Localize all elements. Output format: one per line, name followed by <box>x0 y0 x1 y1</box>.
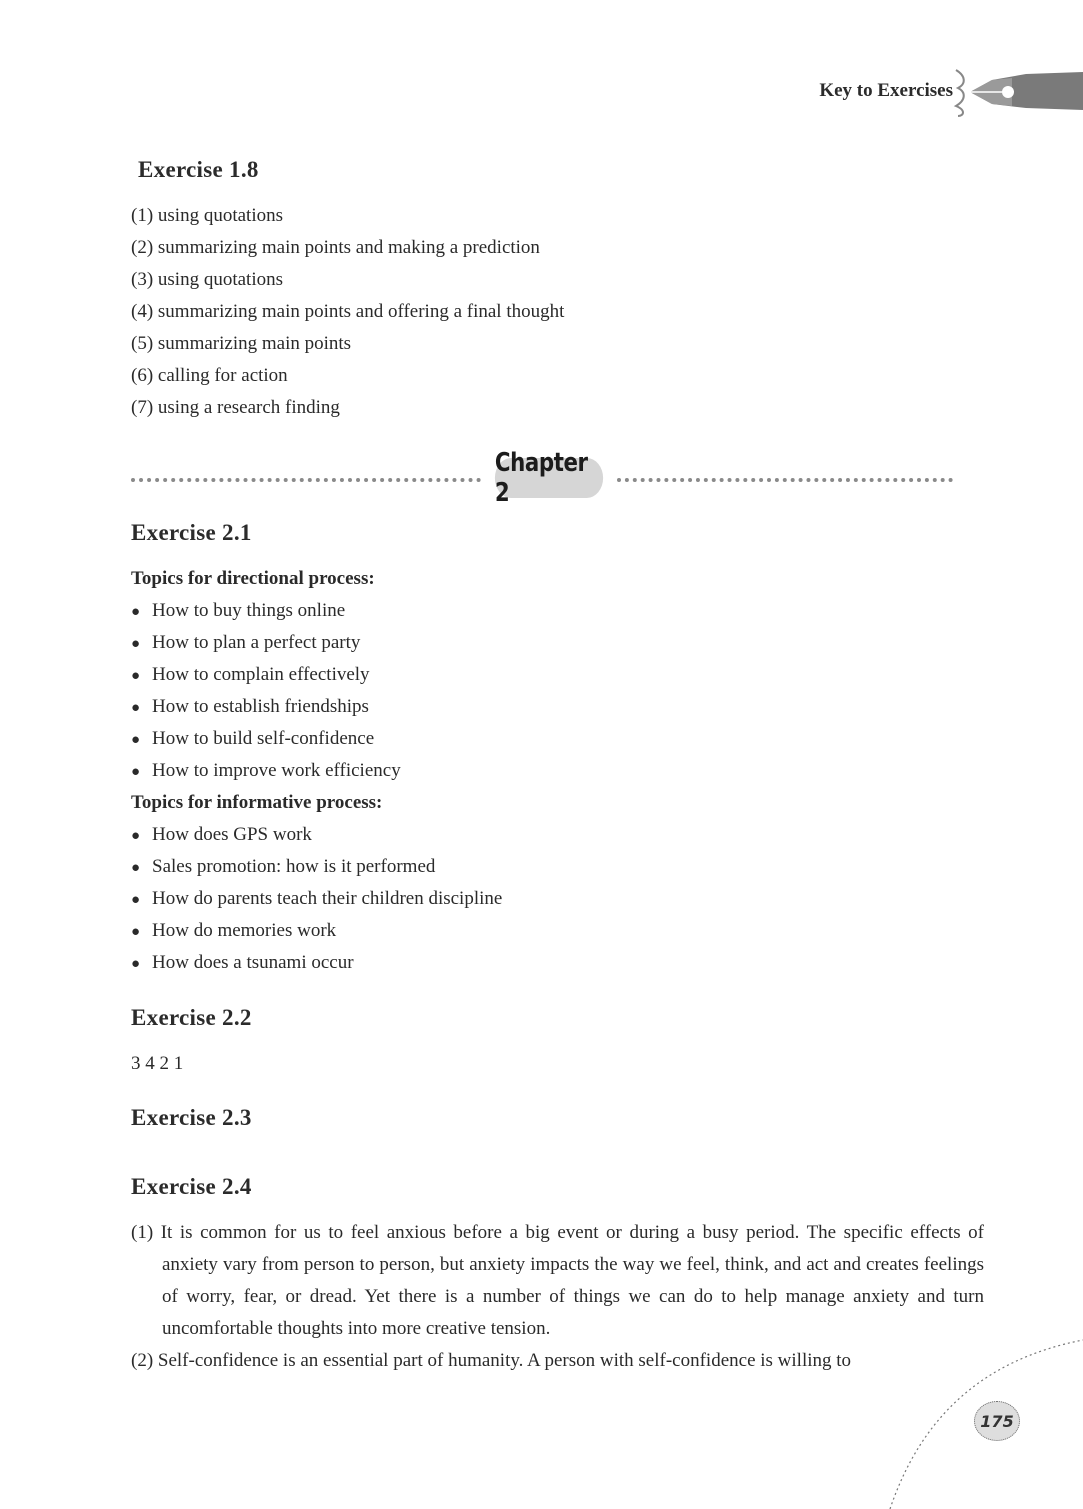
bullet-icon: ● <box>131 924 141 940</box>
list-item: ● How to build self-confidence <box>131 723 374 756</box>
directional-topics-heading: Topics for directional process: <box>131 568 375 589</box>
exercise-2-1-heading: Exercise 2.1 <box>131 520 252 545</box>
list-item: ● How does GPS work <box>131 819 312 852</box>
bullet-icon: ● <box>131 700 141 716</box>
answer-paragraph-1: (1) It is common for us to feel anxious before a big event or during a busy period. The specific effects of anxiety vary from person to person, but anxiety impacts the way we feel, think, and act and creates feelings of worry, fear, or dread. Yet there is a number of things we can do to help manage anxiety and turn uncomfortable thoughts into more creative tension. <box>131 1222 984 1339</box>
exercise-2-3-heading: Exercise 2.3 <box>131 1105 252 1130</box>
chapter-label: Chapter 2 <box>495 458 603 498</box>
answer-paragraph-2: (2) Self-confidence is an essential part of humanity. A person with self-confidence is willing to <box>131 1350 852 1371</box>
answer-line: (4) summarizing main points and offering a final thought <box>131 301 565 322</box>
list-item: ● Sales promotion: how is it performed <box>131 851 435 884</box>
bullet-icon: ● <box>131 892 141 908</box>
answer-line: (5) summarizing main points <box>131 333 352 354</box>
list-item: ● How does a tsunami occur <box>131 947 354 980</box>
answer-line: (1) using quotations <box>131 205 283 226</box>
list-item: ● How to buy things online <box>131 595 345 628</box>
list-item: ● How to plan a perfect party <box>131 627 360 660</box>
bullet-icon: ● <box>131 828 141 844</box>
bullet-icon: ● <box>131 956 141 972</box>
bullet-icon: ● <box>131 732 141 748</box>
list-item: ● How to complain effectively <box>131 659 370 692</box>
answer-sequence: 3 4 2 1 <box>131 1053 184 1074</box>
exercise-2-4-heading: Exercise 2.4 <box>131 1174 252 1199</box>
answer-line: (7) using a research finding <box>131 397 340 418</box>
exercise-1-8-heading: Exercise 1.8 <box>138 157 259 182</box>
answer-line: (2) summarizing main points and making a prediction <box>131 237 540 258</box>
answer-line: (3) using quotations <box>131 269 283 290</box>
list-item: ● How to establish friendships <box>131 691 369 724</box>
bullet-icon: ● <box>131 860 141 876</box>
answer-line: (6) calling for action <box>131 365 288 386</box>
bullet-icon: ● <box>131 604 141 620</box>
page-number: 175 <box>974 1401 1020 1441</box>
informative-topics-heading: Topics for informative process: <box>131 792 383 813</box>
list-item: ● How do parents teach their children discipline <box>131 883 502 916</box>
bullet-icon: ● <box>131 636 141 652</box>
bullet-icon: ● <box>131 668 141 684</box>
exercise-2-2-heading: Exercise 2.2 <box>131 1005 252 1030</box>
list-item: ● How do memories work <box>131 915 336 948</box>
bullet-icon: ● <box>131 764 141 780</box>
running-header: Key to Exercises <box>819 80 953 101</box>
list-item: ● How to improve work efficiency <box>131 755 401 788</box>
